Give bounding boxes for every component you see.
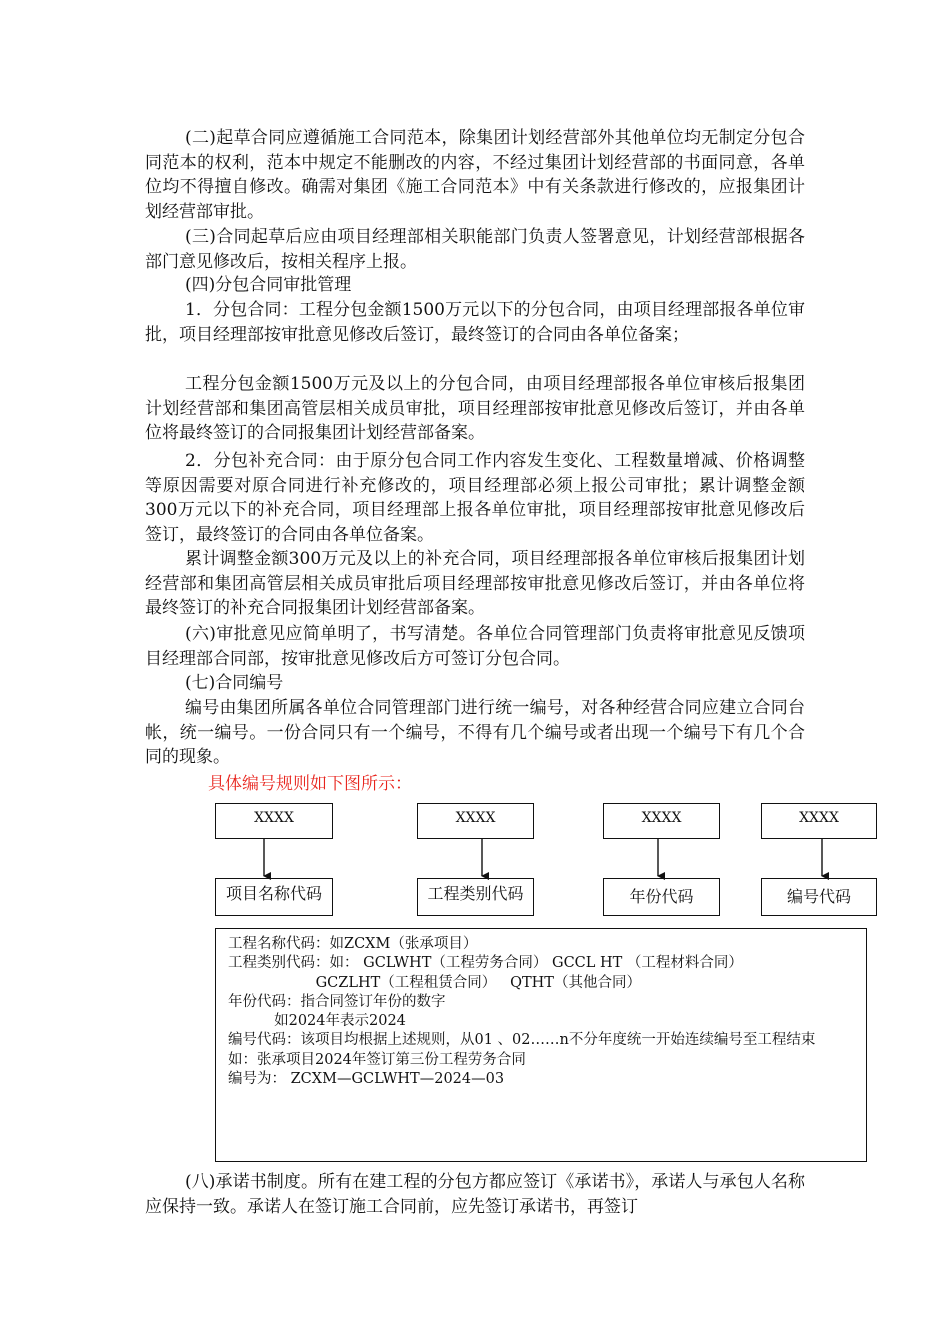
legend-line: 工程类别代码：如： GCLWHT（工程劳务合同） GCCL HT （工程材料合同） — [228, 955, 743, 972]
legend-line: 工程名称代码：如ZCXM（张承项目） — [228, 936, 478, 952]
placeholder-box-number: XXXX — [761, 803, 877, 839]
placeholder-box-category: XXXX — [417, 803, 534, 839]
legend-line: 如2024年表示2024 — [228, 1013, 406, 1030]
paragraph-contract-template: (二)起草合同应遵循施工合同范本，除集团计划经营部外其他单位均无制定分包合同范本的权利，范本中规定不能删改的内容，不经过集团计划经营部的书面同意，各单位均不得擅自修改。确需对集团《施工合同范本》中有关条款进行修改的，应报集团计划经营部审批。 — [145, 128, 805, 222]
legend-line: 编号为： ZCXM—GCLWHT—2024—03 — [228, 1071, 505, 1088]
label-box-number-code: 编号代码 — [761, 878, 877, 916]
heading-subcontract-approval: (四)分包合同审批管理 — [185, 275, 352, 295]
label-box-project-code: 项目名称代码 — [215, 878, 333, 916]
numbering-legend-box — [215, 928, 867, 1162]
placeholder-box-year: XXXX — [603, 803, 720, 839]
diagram-caption: 具体编号规则如下图所示： — [208, 774, 412, 794]
label-box-year-code: 年份代码 — [603, 878, 720, 916]
paragraph-supplementary-contract: 2．分包补充合同：由于原分包合同工作内容发生变化、工程数量增减、价格调整等原因需要对原合同进行补充修改的，项目经理部必须上报公司审批；累计调整金额300万元以下的补充合同，项目经理部上报各单位审批，项目经理部按审批意见修改后签订，最终签订的合同由各单位备案。 — [145, 451, 805, 545]
paragraph-numbering-rules: 编号由集团所属各单位合同管理部门进行统一编号，对各种经营合同应建立合同台帐，统一编号。一份合同只有一个编号，不得有几个编号或者出现一个编号下有几个合同的现象。 — [145, 698, 805, 767]
placeholder-box-project: XXXX — [215, 803, 333, 839]
paragraph-commitment-letter: (八)承诺书制度。所有在建工程的分包方都应签订《承诺书》，承诺人与承包人名称应保持一致。承诺人在签订施工合同前，应先签订承诺书，再签订 — [145, 1172, 805, 1217]
legend-line: 如：张承项目2024年签订第三份工程劳务合同 — [228, 1051, 526, 1068]
legend-line: GCZLHT（工程租赁合同） QTHT（其他合同） — [228, 974, 641, 991]
paragraph-subcontract: 1．分包合同：工程分包金额1500万元以下的分包合同，由项目经理部报各单位审批，项目经理部按审批意见修改后签订，最终签订的合同由各单位备案； — [145, 300, 805, 345]
legend-line: 年份代码：指合同签订年份的数字 — [228, 993, 446, 1010]
label-box-category-code: 工程类别代码 — [417, 878, 534, 916]
paragraph-drafting-review: (三)合同起草后应由项目经理部相关职能部门负责人签署意见，计划经营部根据各部门意见修改后，按相关程序上报。 — [145, 227, 805, 272]
paragraph-approval-opinion: (六)审批意见应简单明了，书写清楚。各单位合同管理部门负责将审批意见反馈项目经理部合同部，按审批意见修改后方可签订分包合同。 — [145, 624, 805, 669]
legend-line: 编号代码：该项目均根据上述规则，从01 、02……n不分年度统一开始连续编号至工程结束 — [228, 1032, 816, 1049]
paragraph-supplementary-large: 累计调整金额300万元及以上的补充合同，项目经理部报各单位审核后报集团计划经营部和集团高管层相关成员审批后项目经理部按审批意见修改后签订，并由各单位将最终签订的补充合同报集团计划经营部备案。 — [145, 549, 805, 618]
heading-contract-numbering: (七)合同编号 — [185, 673, 284, 693]
paragraph-subcontract-large: 工程分包金额1500万元及以上的分包合同，由项目经理部报各单位审核后报集团计划经营部和集团高管层相关成员审批，项目经理部按审批意见修改后签订，并由各单位将最终签订的合同报集团计划经营部备案。 — [145, 374, 805, 443]
